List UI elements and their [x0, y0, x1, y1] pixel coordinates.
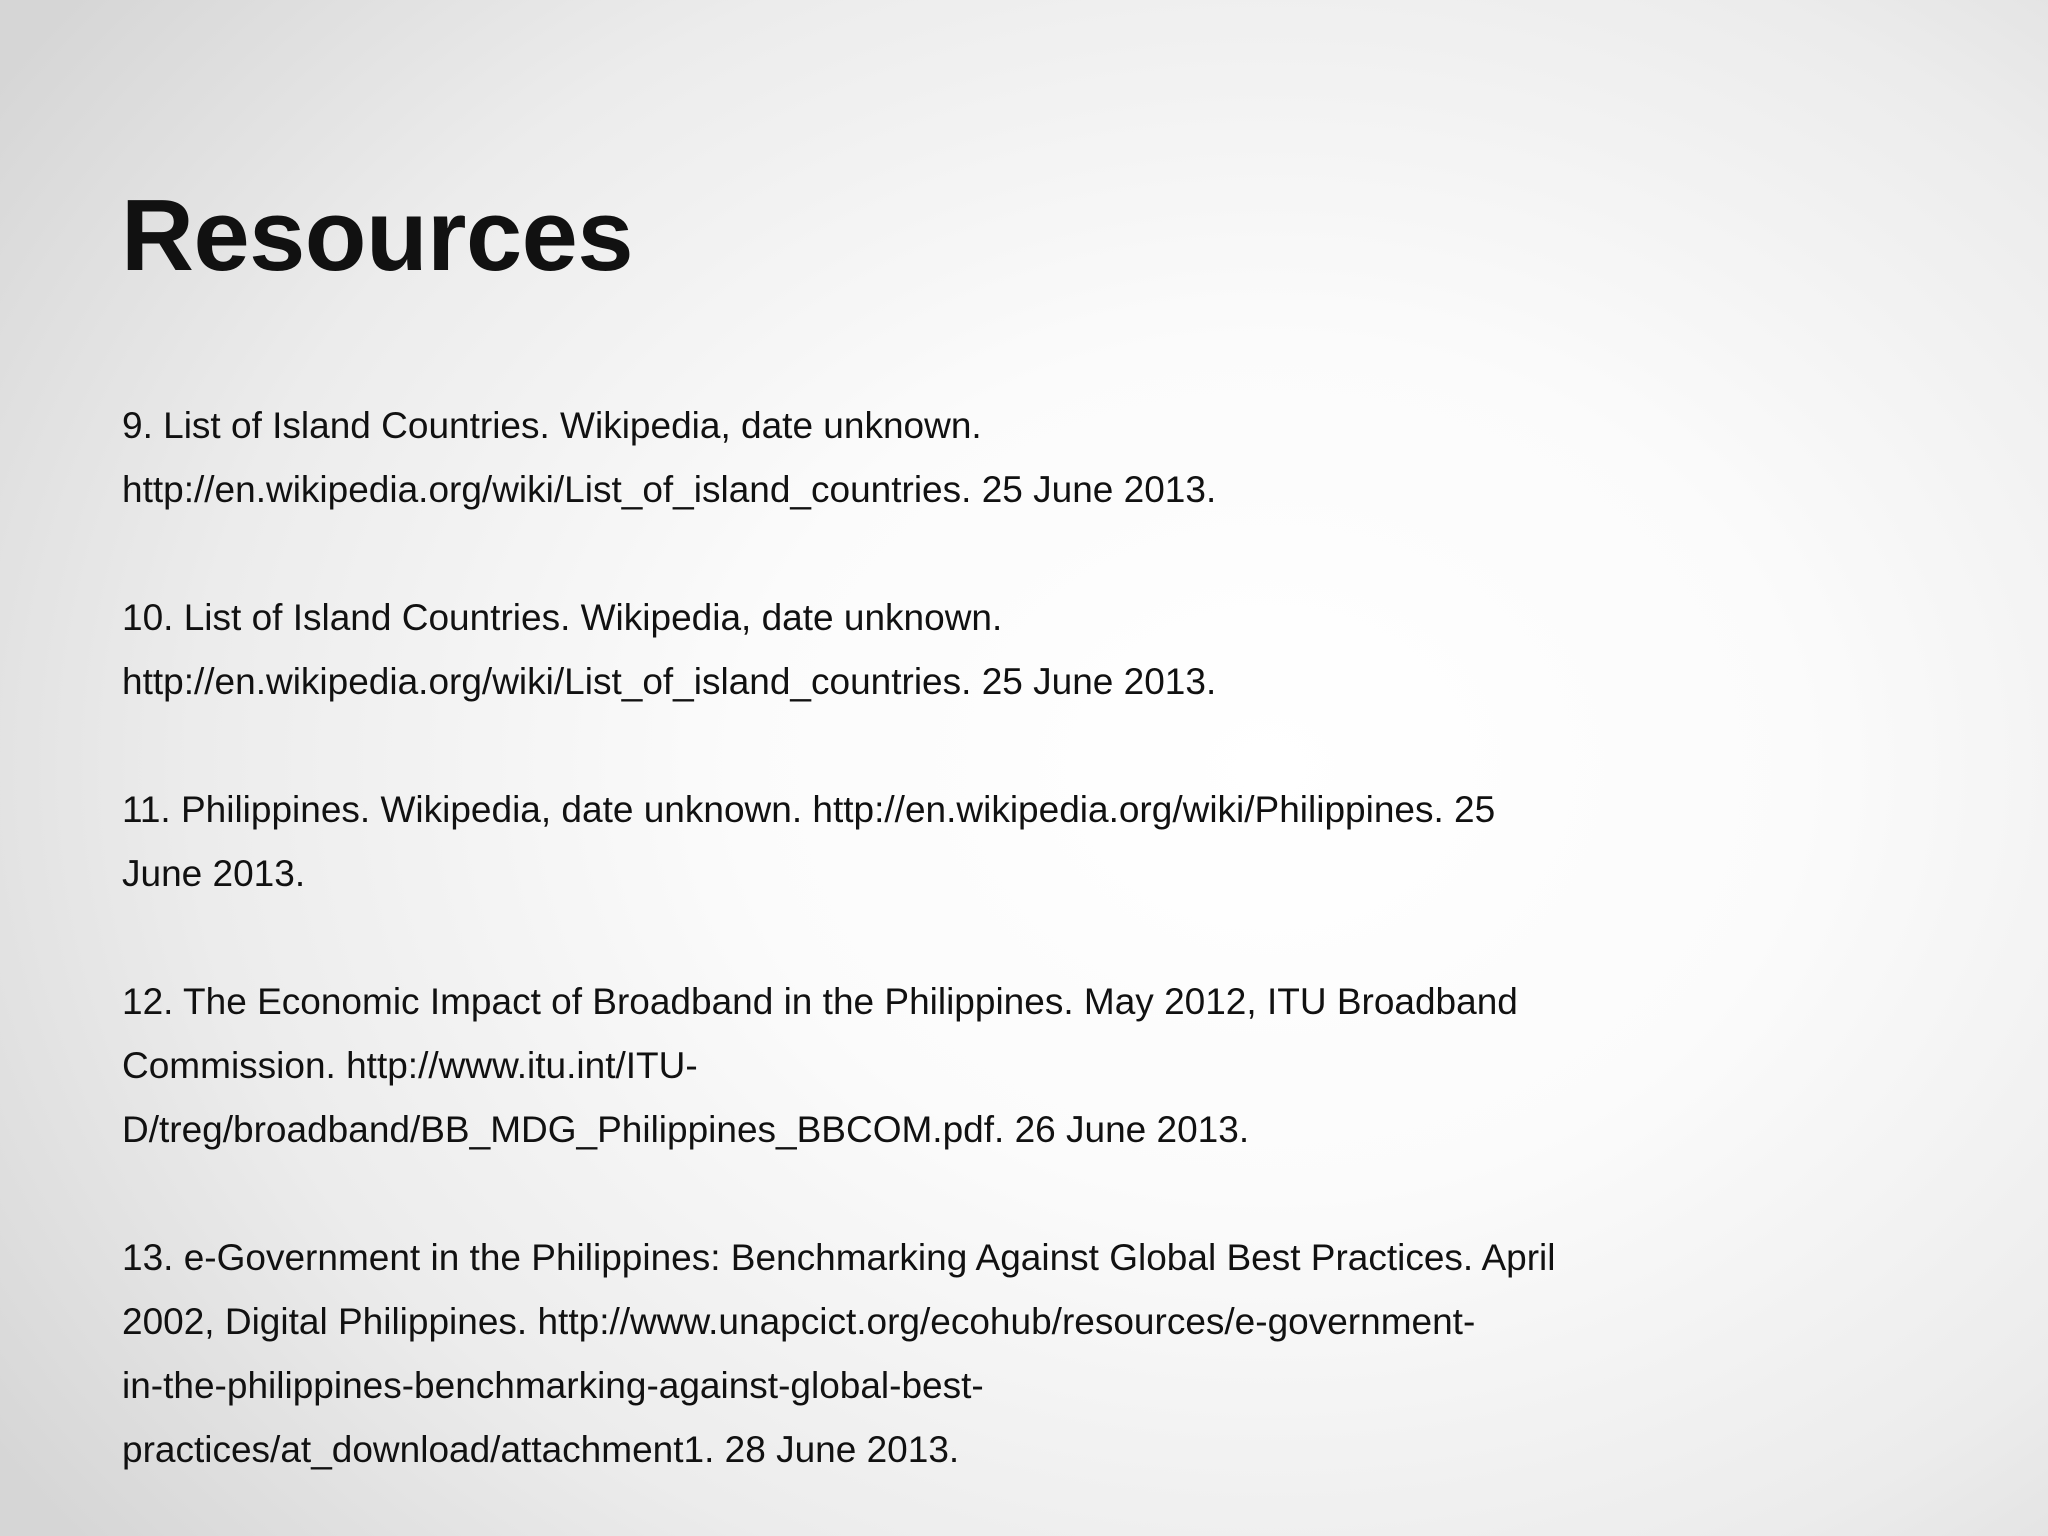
reference-item: 9. List of Island Countries. Wikipedia, date unknown. http://en.wikipedia.org/wiki/List_of_island_countries. 25 June 2013. [122, 405, 1217, 510]
reference-spacer [122, 1162, 1722, 1226]
reference-item: 13. e-Government in the Philippines: Benchmarking Against Global Best Practices. April 2002, Digital Philippines. http://www.unapcict.org/ecohub/resources/e-government- in-the-philippines-benchmarking-against-global-best- practices/at_download/attachment1. 28 June 2013. [122, 1237, 1556, 1470]
reference-spacer [122, 714, 1722, 778]
slide-title: Resources [121, 180, 633, 292]
reference-item: 10. List of Island Countries. Wikipedia, date unknown. http://en.wikipedia.org/wiki/List_of_island_countries. 25 June 2013. [122, 597, 1217, 702]
reference-list [122, 394, 1722, 1482]
reference-spacer [122, 906, 1722, 970]
reference-item: 11. Philippines. Wikipedia, date unknown. http://en.wikipedia.org/wiki/Philippines. 25 June 2013. [122, 789, 1496, 894]
reference-item: 12. The Economic Impact of Broadband in the Philippines. May 2012, ITU Broadband Commission. http://www.itu.int/ITU- D/treg/broadband/BB_MDG_Philippines_BBCOM.pdf. 26 June 2013. [122, 981, 1518, 1150]
reference-spacer [122, 522, 1722, 586]
